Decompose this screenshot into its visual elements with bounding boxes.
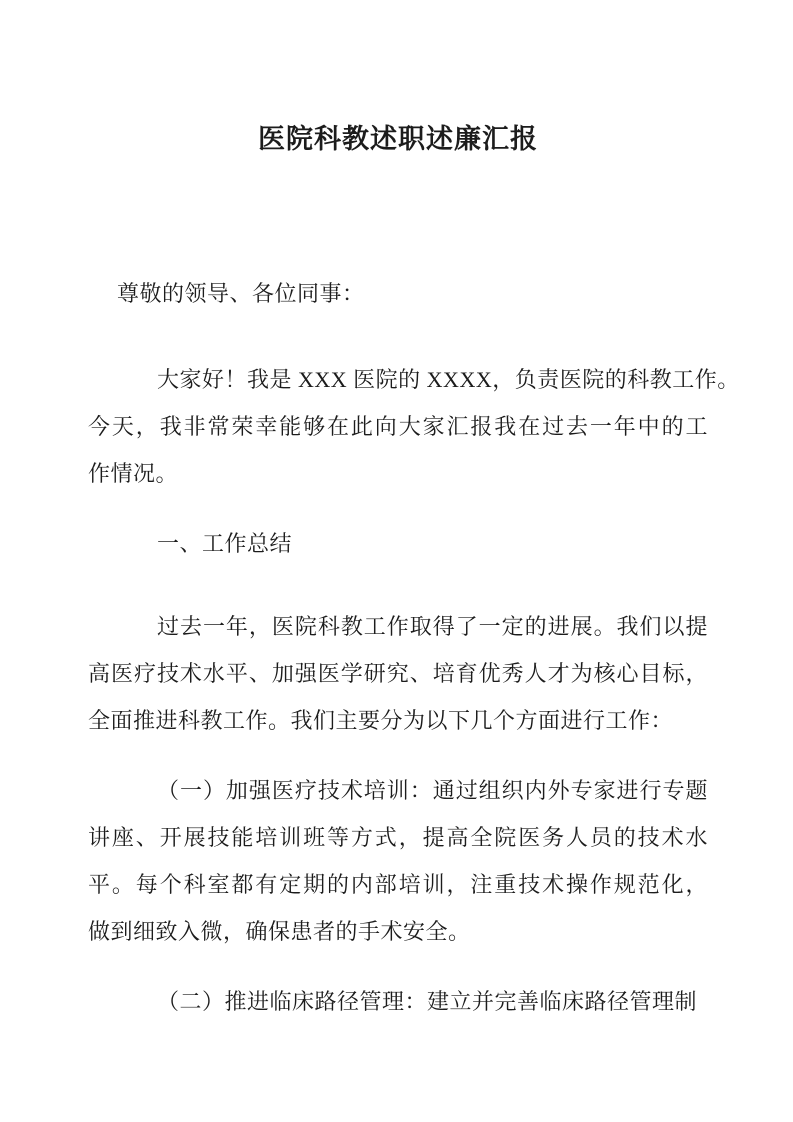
text-line: （二）推进临床路径管理：建立并完善临床路径管理制 [157, 989, 698, 1014]
text-line: 过去一年，医院科教工作取得了一定的进展。我们以提 [157, 614, 708, 639]
paragraph-body [88, 356, 740, 497]
paragraph-body [88, 767, 708, 955]
text-line: 作情况。 [88, 461, 179, 486]
paragraph-body [88, 603, 708, 744]
document-title: 医院科教述职述廉汇报 [258, 124, 538, 154]
text-line: 尊敬的领导、各位同事： [117, 281, 365, 306]
text-line: 全面推进科教工作。我们主要分为以下几个方面进行工作： [88, 708, 674, 733]
paragraph-salutation [88, 270, 708, 317]
text-line: 做到细致入微，确保患者的手术安全。 [88, 919, 471, 944]
document-body [88, 270, 740, 1025]
text-line: 一、工作总结 [157, 531, 293, 556]
paragraph-body [88, 978, 708, 1025]
paragraph-heading [88, 520, 708, 567]
text-line: （一）加强医疗技术培训：通过组织内外专家进行专题 [157, 778, 708, 803]
text-line: 大家好！我是 XXX 医院的 XXXX，负责医院的科教工作。 [157, 367, 740, 392]
text-line: 今天，我非常荣幸能够在此向大家汇报我在过去一年中的工 [88, 414, 708, 439]
text-line: 高医疗技术水平、加强医学研究、培育优秀人才为核心目标， [88, 661, 708, 686]
text-line: 讲座、开展技能培训班等方式，提高全院医务人员的技术水 [88, 825, 708, 850]
text-line: 平。每个科室都有定期的内部培训，注重技术操作规范化， [88, 872, 708, 897]
